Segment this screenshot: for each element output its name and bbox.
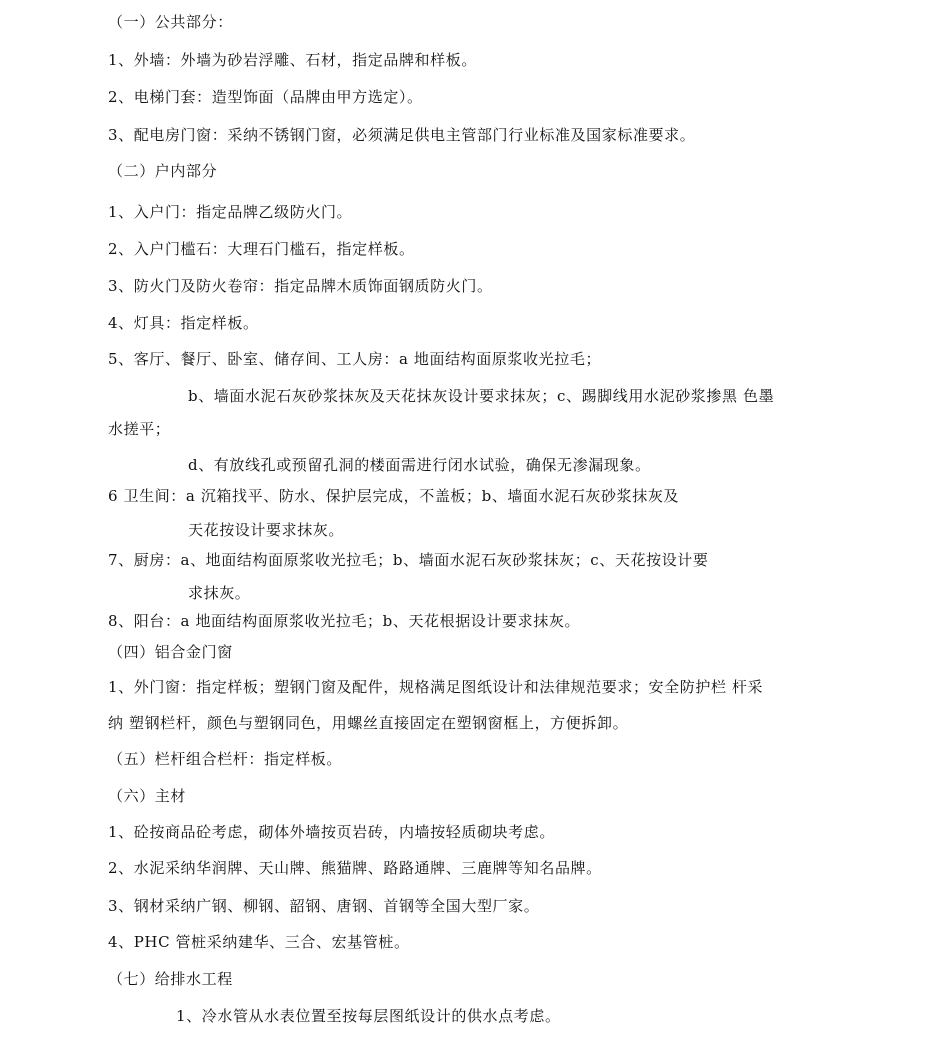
paragraph: 1、冷水管从水表位置至按每层图纸设计的供水点考虑。 [176,1007,561,1025]
paragraph: d、有放线孔或预留孔洞的楼面需进行闭水试验，确保无渗漏现象。 [188,456,651,474]
paragraph: 4、PHC 管桩采纳建华、三合、宏基管桩。 [108,933,410,951]
section-heading-public: （一）公共部分： [108,13,233,31]
paragraph: 6 卫生间：a 沉箱找平、防水、保护层完成，不盖板；b、墙面水泥石灰砂浆抹灰及 [108,487,680,505]
paragraph: 1、入户门：指定品牌乙级防火门。 [108,203,353,221]
paragraph: 2、入户门槛石：大理石门槛石，指定样板。 [108,240,415,258]
section-heading-materials: （六）主材 [108,787,187,805]
paragraph: 7、厨房：a、地面结构面原浆收光拉毛；b、墙面水泥石灰砂浆抹灰；c、天花按设计要 [108,551,709,569]
paragraph: 3、配电房门窗：采纳不锈钢门窗，必须满足供电主管部门行业标准及国家标准要求。 [108,126,696,144]
section-heading-indoor: （二）户内部分 [108,162,218,180]
section-heading-water: （七）给排水工程 [108,970,233,988]
paragraph: 求抹灰。 [188,584,251,602]
paragraph: 5、客厅、餐厅、卧室、储存间、工人房：a 地面结构面原浆收光拉毛； [108,350,602,368]
section-heading-aluminum: （四）铝合金门窗 [108,643,233,661]
paragraph: 2、水泥采纳华润牌、天山牌、熊猫牌、路路通牌、三鹿牌等知名品牌。 [108,859,602,877]
paragraph: 8、阳台：a 地面结构面原浆收光拉毛；b、天花根据设计要求抹灰。 [108,612,581,630]
paragraph: 3、钢材采纳广钢、柳钢、韶钢、唐钢、首钢等全国大型厂家。 [108,897,540,915]
paragraph: 4、灯具：指定样板。 [108,314,259,332]
paragraph: 纳 塑钢栏杆，颜色与塑钢同色，用螺丝直接固定在塑钢窗框上，方便拆卸。 [108,714,629,732]
paragraph: 2、电梯门套：造型饰面（品牌由甲方选定）。 [108,88,423,106]
paragraph: 1、砼按商品砼考虑，砌体外墙按页岩砖，内墙按轻质砌块考虑。 [108,823,555,841]
paragraph: 1、外门窗：指定样板；塑钢门窗及配件，规格满足图纸设计和法律规范要求；安全防护栏 杆采 [108,678,764,696]
paragraph: 1、外墙：外墙为砂岩浮雕、石材，指定品牌和样板。 [108,51,477,69]
section-heading-railing: （五）栏杆组合栏杆：指定样板。 [108,750,343,768]
paragraph: 水搓平； [108,420,171,438]
paragraph: 天花按设计要求抹灰。 [188,521,345,539]
paragraph: 3、防火门及防火卷帘：指定品牌木质饰面钢质防火门。 [108,277,493,295]
paragraph: b、墙面水泥石灰砂浆抹灰及天花抹灰设计要求抹灰；c、踢脚线用水泥砂浆掺黑 色墨 [188,387,775,405]
